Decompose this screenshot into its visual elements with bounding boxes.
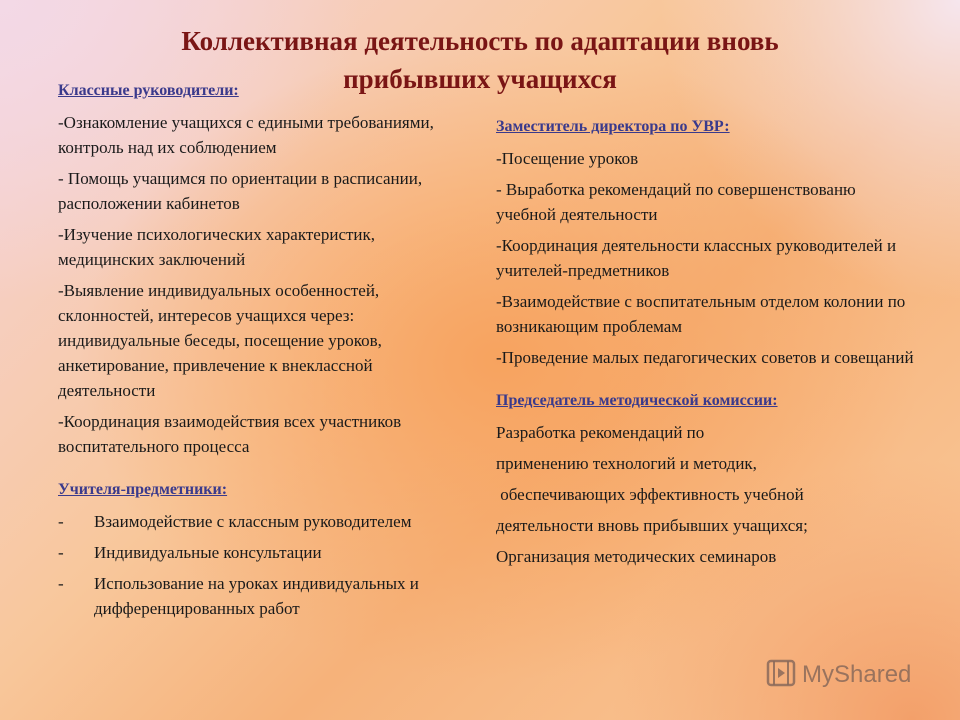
method-commission-heading: Председатель методической комиссии:	[496, 392, 778, 409]
left-column	[58, 80, 468, 627]
method-commission-line: обеспечивающих эффективность учебной	[496, 485, 804, 504]
method-commission-line: деятельности вновь прибывших учащихся;	[496, 516, 808, 535]
film-strip-icon	[766, 658, 796, 693]
method-commission-line: Разработка рекомендаций по	[496, 423, 705, 442]
class-teachers-item: -Выявление индивидуальных особенностей, склонностей, интересов учащихся через: индивидуальные беседы, посещение уроков, анкетирование, привлечение к внеклассной деятельности	[58, 281, 382, 400]
deputy-director-item: -Координация деятельности классных руководителей и учителей-предметников	[496, 236, 897, 280]
right-column	[496, 116, 916, 575]
subject-teachers-item-text: Использование на уроках индивидуальных и дифференцированных работ	[94, 574, 419, 618]
myshared-watermark[interactable]	[766, 658, 911, 692]
title-line-1: Коллективная деятельность по адаптации вновь	[181, 26, 779, 56]
dash-bullet: -	[58, 512, 64, 531]
dash-bullet: -	[58, 543, 64, 562]
deputy-director-heading: Заместитель директора по УВР:	[496, 118, 730, 135]
deputy-director-item: -Посещение уроков	[496, 149, 639, 168]
subject-teachers-item	[58, 571, 468, 621]
deputy-director-item: - Выработка рекомендаций по совершенствованю учебной деятельности	[496, 180, 856, 224]
subject-teachers-item-text: Взаимодействие с классным руководителем	[94, 512, 412, 531]
subject-teachers-item-text: Индивидуальные консультации	[94, 543, 322, 562]
class-teachers-heading: Классные руководители:	[58, 82, 239, 99]
dash-bullet: -	[58, 574, 64, 593]
method-commission-line: Организация методических семинаров	[496, 547, 777, 566]
subject-teachers-item	[58, 540, 468, 565]
method-commission-line: применению технологий и методик,	[496, 454, 757, 473]
subject-teachers-list	[58, 509, 468, 621]
subject-teachers-item	[58, 509, 468, 534]
watermark-text: MyShared	[802, 661, 912, 688]
deputy-director-item: -Проведение малых педагогических советов и совещаний	[496, 348, 914, 367]
class-teachers-item: - Помощь учащимся по ориентации в расписании, расположении кабинетов	[58, 169, 423, 213]
deputy-director-item: -Взаимодействие с воспитательным отделом колонии по возникающим проблемам	[496, 292, 906, 336]
subject-teachers-heading: Учителя-предметники:	[58, 481, 228, 498]
class-teachers-item: -Ознакомление учащихся с едиными требованиями, контроль над их соблюдением	[58, 113, 434, 157]
class-teachers-item: -Координация взаимодействия всех участников воспитательного процесса	[58, 412, 402, 456]
title-line-2: прибывших учащихся	[343, 64, 617, 94]
class-teachers-item: -Изучение психологических характеристик, медицинских заключений	[58, 225, 376, 269]
